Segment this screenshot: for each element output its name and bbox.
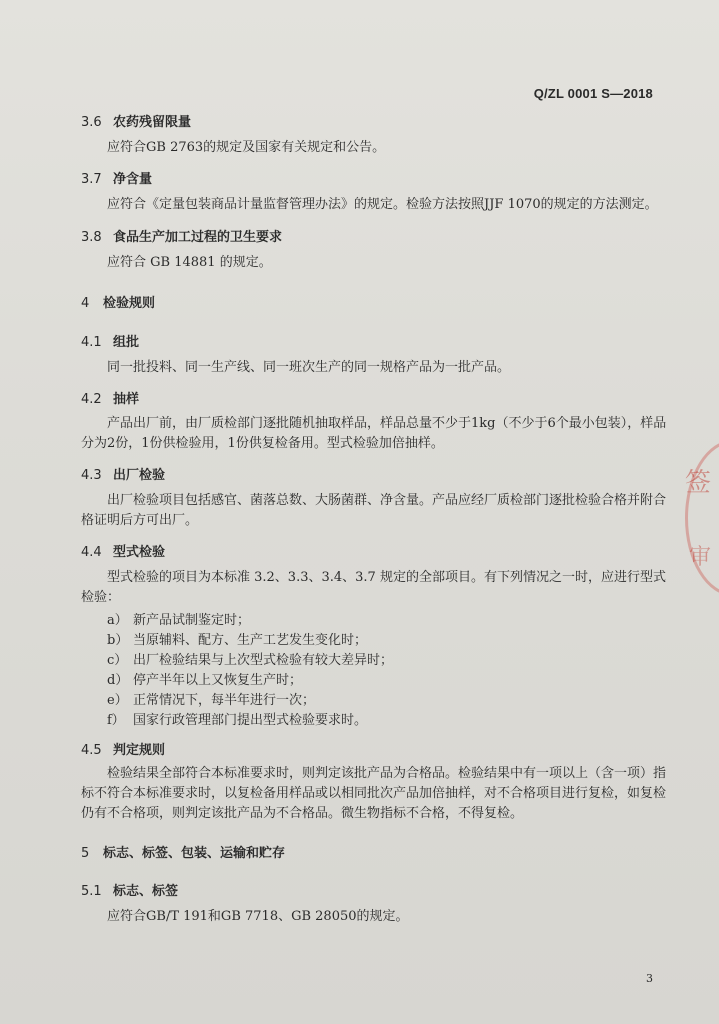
section-4-3-line-2: 格证明后方可出厂。: [81, 513, 199, 528]
section-number: 3.8: [81, 230, 102, 245]
section-number: 4.4: [81, 545, 102, 560]
list-item: [107, 689, 315, 708]
list-item-text: 停产半年以上又恢复生产时；: [133, 673, 303, 688]
list-item-text: 出厂检验结果与上次型式检验有较大差异时；: [133, 653, 394, 668]
section-title: 判定规则: [113, 743, 166, 758]
section-4-5-line-1: 检验结果全部符合本标准要求时，则判定该批产品为合格品。检验结果中有一项以上（含一项）指: [107, 766, 667, 781]
section-4-4-line-2: 检验：: [81, 590, 121, 605]
section-5-heading: [81, 842, 285, 861]
section-number: 4.3: [81, 468, 102, 483]
page-number: 3: [646, 972, 653, 985]
section-4-4-line-1: 型式检验的项目为本标准 3.2、3.3、3.4、3.7 规定的全部项目。有下列情况之一时，应进行型式: [107, 570, 666, 585]
section-number: 3.6: [81, 115, 102, 130]
section-title: 农药残留限量: [113, 115, 192, 130]
standard-code: Q/ZL 0001 S—2018: [533, 86, 653, 101]
section-number: 4.5: [81, 743, 102, 758]
list-item: [107, 709, 367, 728]
section-5-1-text: 应符合GB/T 191和GB 7718、GB 28050的规定。: [107, 909, 409, 924]
list-marker: a）: [107, 613, 128, 628]
section-4-2-heading: [81, 388, 139, 407]
section-4-4-heading: [81, 541, 165, 560]
section-number: 5.1: [81, 884, 102, 899]
list-item-text: 正常情况下，每半年进行一次；: [133, 693, 316, 708]
section-4-5-line-2: 标不符合本标准要求时，以复检备用样品或以相同批次产品加倍抽样，对不合格项目进行复检，如复检: [81, 786, 667, 801]
section-number: 4.2: [81, 392, 102, 407]
list-marker: d）: [107, 673, 129, 688]
list-item: [107, 609, 250, 628]
list-item-text: 新产品试制鉴定时；: [133, 613, 251, 628]
list-item: [107, 629, 367, 648]
section-title: 净含量: [113, 172, 153, 187]
list-item-text: 国家行政管理部门提出型式检验要求时。: [133, 713, 368, 728]
seal-stamp-fragment: 签 审: [679, 440, 719, 600]
section-title: 组批: [113, 335, 140, 350]
section-title: 食品生产加工过程的卫生要求: [113, 230, 283, 245]
section-title: 型式检验: [113, 545, 166, 560]
list-item: [107, 669, 302, 688]
section-3-8-heading: [81, 226, 282, 245]
list-marker: b）: [107, 633, 129, 648]
section-4-1-heading: [81, 331, 139, 350]
section-title: 标志、标签: [113, 884, 179, 899]
section-number: 5: [81, 846, 90, 861]
section-title: 出厂检验: [113, 468, 166, 483]
list-item: [107, 649, 393, 668]
list-marker: f）: [107, 713, 125, 728]
section-title: 标志、标签、包装、运输和贮存: [103, 846, 286, 861]
section-title: 检验规则: [103, 296, 156, 311]
section-4-5-line-3: 仍有不合格项，则判定该批产品为不合格品。微生物指标不合格，不得复检。: [81, 806, 524, 821]
section-4-2-line-1: 产品出厂前，由厂质检部门逐批随机抽取样品，样品总量不少于1kg（不少于6个最小包装），样品: [107, 416, 667, 431]
section-title: 抽样: [113, 392, 140, 407]
section-4-5-heading: [81, 739, 165, 758]
section-5-1-heading: [81, 880, 178, 899]
section-3-6-heading: [81, 111, 191, 130]
section-number: 3.7: [81, 172, 102, 187]
list-item-text: 当原辅料、配方、生产工艺发生变化时；: [133, 633, 368, 648]
section-4-2-line-2: 分为2份，1份供检验用，1份供复检备用。型式检验加倍抽样。: [81, 436, 444, 451]
section-number: 4.1: [81, 335, 102, 350]
section-number: 4: [81, 296, 90, 311]
section-4-heading: [81, 292, 155, 311]
section-4-3-heading: [81, 464, 165, 483]
section-3-7-heading: [81, 168, 152, 187]
section-3-8-text: 应符合 GB 14881 的规定。: [107, 255, 272, 270]
section-3-6-text: 应符合GB 2763的规定及国家有关规定和公告。: [107, 140, 386, 155]
list-marker: e）: [107, 693, 128, 708]
section-3-7-text: 应符合《定量包装商品计量监督管理办法》的规定。检验方法按照JJF 1070的规定的方法测定。: [107, 197, 658, 212]
section-4-1-text: 同一批投料、同一生产线、同一班次生产的同一规格产品为一批产品。: [107, 360, 511, 375]
section-4-3-line-1: 出厂检验项目包括感官、菌落总数、大肠菌群、净含量。产品应经厂质检部门逐批检验合格并附合: [107, 493, 667, 508]
list-marker: c）: [107, 653, 128, 668]
